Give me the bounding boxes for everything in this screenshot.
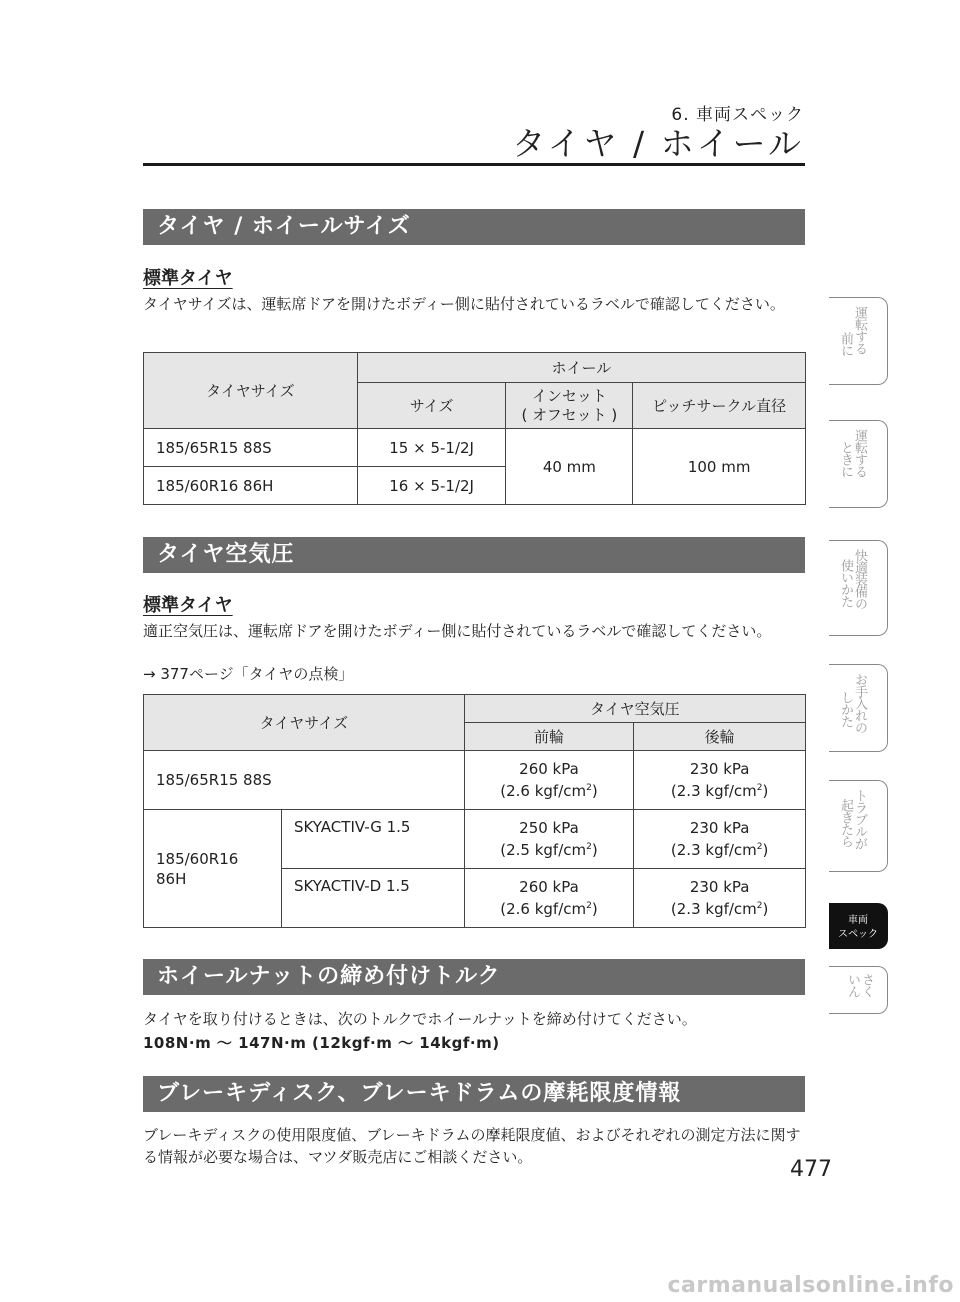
title-divider <box>143 163 805 166</box>
header-inset-label: インセット <box>531 386 607 405</box>
tire-size-cell: 185/60R16 86H <box>144 467 358 505</box>
rear-pressure-cell <box>634 751 806 810</box>
section-bar-brake-wear: ブレーキディスク、ブレーキドラムの摩耗限度情報 <box>143 1076 805 1112</box>
front-pressure-cell <box>464 869 634 928</box>
side-tab-text: さくいん <box>845 973 874 997</box>
tire-wheel-size-table <box>143 352 806 505</box>
side-tab-text: 車両 <box>848 915 868 926</box>
subheading-standard-tire: 標準タイヤ <box>143 595 233 616</box>
header-wheel: ホイール <box>357 353 805 383</box>
header-size: サイズ <box>357 383 506 429</box>
tire-size-paragraph: タイヤサイズは、運転席ドアを開けたボディー側に貼付されているラベルで確認してください。 <box>143 295 785 313</box>
table-row <box>144 810 806 869</box>
tire-size-cell: 185/60R16 86H <box>144 810 282 928</box>
pressure-kgf: (2.3 kgf/cm <box>670 781 757 800</box>
pcd-cell: 100 mm <box>633 429 806 505</box>
page-title: タイヤ / ホイール <box>512 124 804 163</box>
wheel-size-cell: 16 × 5-1/2J <box>357 467 506 505</box>
pressure-kgf: (2.6 kgf/cm <box>500 781 587 800</box>
pressure-kgf: (2.6 kgf/cm <box>500 899 587 918</box>
table-row <box>144 751 806 810</box>
pressure-kgf: (2.3 kgf/cm <box>670 840 757 859</box>
tire-pressure-table <box>143 694 806 928</box>
superscript: 2 <box>586 782 592 793</box>
close-paren: ) <box>762 840 769 859</box>
wheel-size-cell: 15 × 5-1/2J <box>357 429 506 467</box>
section-bar-wheel-size: タイヤ / ホイールサイズ <box>143 209 805 245</box>
section-bar-tire-pressure: タイヤ空気圧 <box>143 537 805 573</box>
pressure-kpa: 230 kPa <box>689 759 750 778</box>
tire-size-cell: 185/65R15 88S <box>144 751 465 810</box>
header-offset-label: ( オフセット ) <box>521 405 618 424</box>
inset-cell: 40 mm <box>506 429 633 505</box>
header-tire-size: タイヤサイズ <box>144 353 358 429</box>
rear-pressure-cell <box>634 869 806 928</box>
side-tab-troubleshooting[interactable] <box>829 780 888 872</box>
side-tab-vehicle-specs[interactable] <box>829 903 888 949</box>
rear-pressure-cell <box>634 810 806 869</box>
side-tab-text: スペック <box>838 929 878 940</box>
side-tab-label <box>829 914 887 942</box>
side-tab-text: 前に <box>838 332 853 356</box>
header-tire-size: タイヤサイズ <box>144 695 465 751</box>
superscript: 2 <box>586 900 592 911</box>
pressure-kpa: 250 kPa <box>519 818 579 837</box>
header-pcd: ピッチサークル直径 <box>633 383 806 429</box>
side-tab-text: お手入れの <box>852 673 867 733</box>
engine-cell: SKYACTIV-G 1.5 <box>281 810 464 869</box>
pressure-kpa: 260 kPa <box>519 877 579 896</box>
pressure-kpa: 230 kPa <box>689 818 750 837</box>
side-tab-text: しかた <box>838 691 853 727</box>
close-paren: ) <box>762 781 769 800</box>
side-tab-text: 使いかた <box>838 559 853 607</box>
pressure-kgf: (2.5 kgf/cm <box>500 840 587 859</box>
inspection-reference-link[interactable]: → 377ページ「タイヤの点検」 <box>143 665 354 683</box>
front-pressure-cell <box>464 810 634 869</box>
table-row <box>144 429 806 467</box>
pressure-kpa: 260 kPa <box>519 759 579 778</box>
side-tab-text: 運転する <box>852 306 867 354</box>
tire-size-cell: 185/65R15 88S <box>144 429 358 467</box>
close-paren: ) <box>591 840 598 859</box>
header-inset <box>506 383 633 429</box>
side-tab-text: 快適装備の <box>852 549 867 609</box>
side-tab-before-driving[interactable] <box>829 297 888 385</box>
tire-pressure-paragraph: 適正空気圧は、運転席ドアを開けたボディー側に貼付されているラベルで確認してください。 <box>143 622 772 640</box>
brake-wear-paragraph: ブレーキディスクの使用限度値、ブレーキドラムの摩耗限度値、およびそれぞれの測定方法に関する情報が必要な場合は、マツダ販売店にご相談ください。 <box>143 1126 801 1166</box>
front-pressure-cell <box>464 751 634 810</box>
section-bar-nut-torque: ホイールナットの締め付けトルク <box>143 959 805 995</box>
page-number: 477 <box>790 1157 832 1182</box>
close-paren: ) <box>591 781 598 800</box>
pressure-kpa: 230 kPa <box>689 877 750 896</box>
side-tab-index[interactable] <box>829 966 888 1014</box>
header-tire-pressure: タイヤ空気圧 <box>464 695 805 723</box>
superscript: 2 <box>756 782 763 793</box>
torque-paragraph: タイヤを取り付けるときは、次のトルクでホイールナットを締め付けてください。 <box>143 1010 697 1028</box>
header-rear: 後輪 <box>634 723 806 751</box>
subheading-standard-tire: 標準タイヤ <box>143 268 233 289</box>
side-tab-when-driving[interactable] <box>829 420 888 508</box>
side-tab-text: 起きたら <box>838 799 853 847</box>
close-paren: ) <box>762 899 769 918</box>
header-front: 前輪 <box>464 723 634 751</box>
side-tab-text: ときに <box>838 441 853 477</box>
engine-cell: SKYACTIV-D 1.5 <box>281 869 464 928</box>
side-tab-text: トラブルが <box>852 789 867 849</box>
close-paren: ) <box>591 899 598 918</box>
watermark-text: carmanualsonline.info <box>667 1273 954 1298</box>
side-tab-comfort-features[interactable] <box>829 540 888 636</box>
chapter-heading: 6. 車両スペック <box>671 105 804 125</box>
pressure-kgf: (2.3 kgf/cm <box>670 899 757 918</box>
torque-value: 108N·m ～ 147N·m (12kgf·m ～ 14kgf·m) <box>143 1034 500 1052</box>
superscript: 2 <box>756 841 763 852</box>
superscript: 2 <box>586 841 592 852</box>
side-tab-text: 運転する <box>852 429 867 477</box>
side-tab-maintenance[interactable] <box>829 664 888 752</box>
superscript: 2 <box>756 900 763 911</box>
